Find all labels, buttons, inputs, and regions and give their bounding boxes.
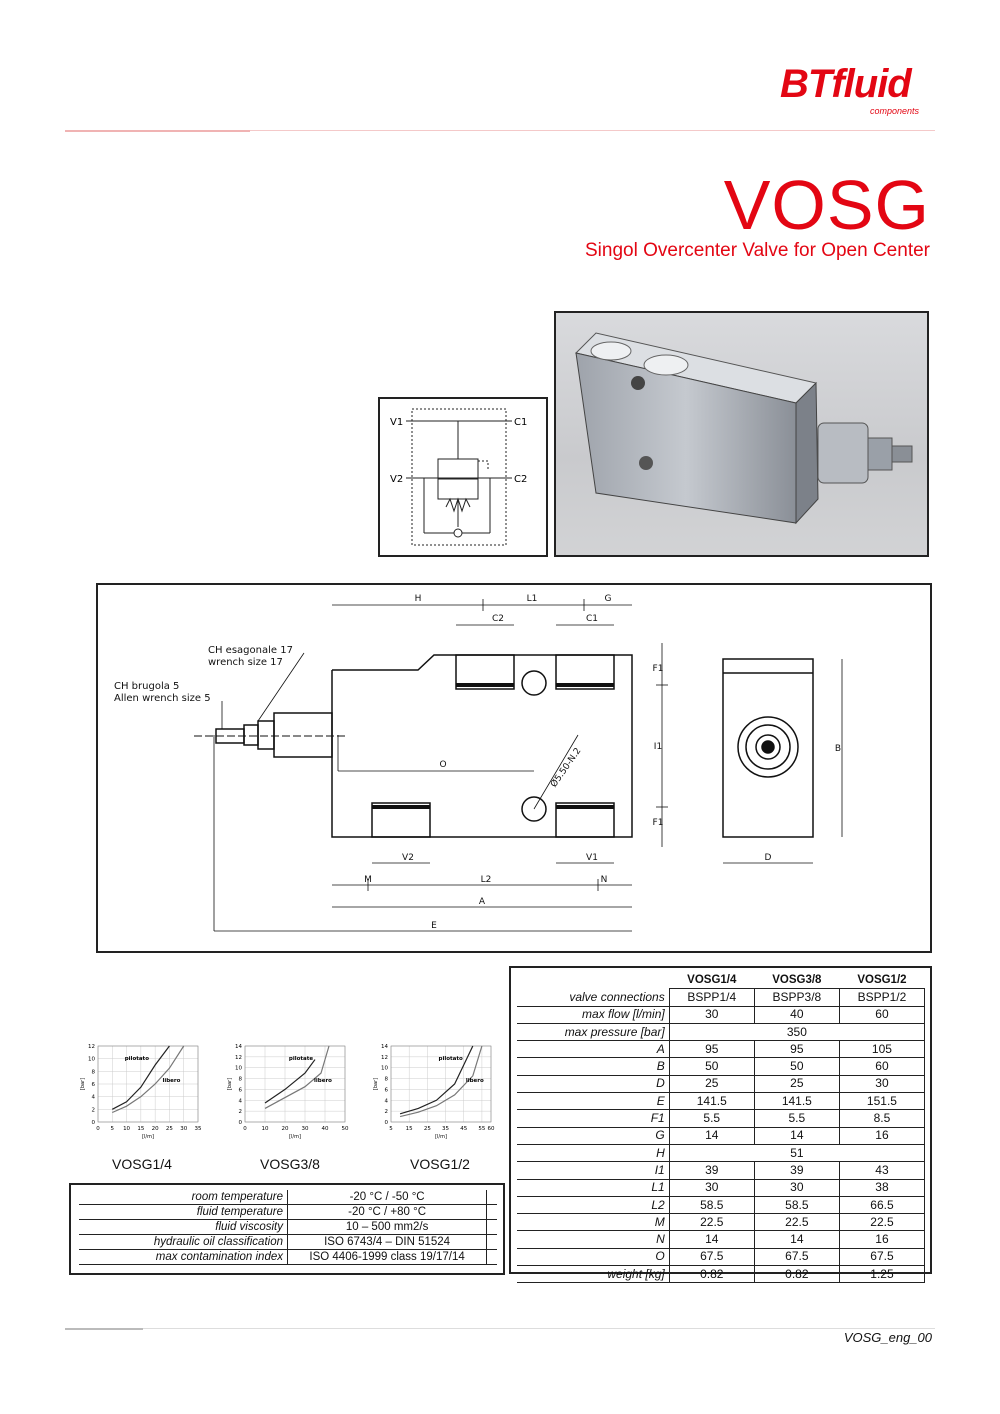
spec-label: G bbox=[517, 1127, 669, 1144]
spec-value: 141.5 bbox=[669, 1093, 754, 1110]
y-tick-label: 2 bbox=[238, 1109, 242, 1116]
spec-header: VOSG1/2 bbox=[857, 973, 907, 986]
spec-label: B bbox=[517, 1058, 669, 1075]
env-value: -20 °C / +80 °C bbox=[288, 1205, 487, 1220]
spec-value: 5.5 bbox=[669, 1110, 754, 1127]
spec-label: N bbox=[517, 1231, 669, 1248]
x-tick-label: 5 bbox=[110, 1126, 115, 1132]
note-allen-en: Allen wrench size 5 bbox=[114, 693, 211, 704]
dim-label-l1: L1 bbox=[526, 594, 538, 604]
header-divider-accent bbox=[65, 130, 250, 132]
series-label: libero bbox=[162, 1078, 181, 1084]
y-tick-label: 2 bbox=[384, 1109, 388, 1116]
x-tick-label: 5 bbox=[389, 1126, 393, 1132]
note-hex-en: wrench size 17 bbox=[208, 657, 283, 668]
env-grid bbox=[79, 1190, 497, 1265]
spec-value: 14 bbox=[669, 1231, 754, 1248]
footer-divider bbox=[65, 1328, 935, 1329]
spec-value: 50 bbox=[669, 1058, 754, 1075]
note-hex-it: CH esagonale 17 bbox=[208, 645, 293, 656]
x-tick-label: 50 bbox=[341, 1126, 349, 1132]
spec-value: 66.5 bbox=[839, 1196, 924, 1213]
y-tick-label: 12 bbox=[235, 1054, 242, 1061]
y-tick-label: 4 bbox=[384, 1098, 388, 1105]
table-row bbox=[517, 1058, 925, 1075]
dim-label-g: G bbox=[604, 594, 612, 604]
table-row bbox=[517, 1266, 925, 1283]
dimension-drawing bbox=[96, 583, 932, 953]
y-tick-label: 8 bbox=[384, 1076, 388, 1083]
spec-label: E bbox=[517, 1093, 669, 1110]
spec-value: 14 bbox=[754, 1127, 839, 1144]
env-label: fluid temperature bbox=[79, 1205, 288, 1220]
spec-value: 67.5 bbox=[754, 1248, 839, 1265]
table-row bbox=[79, 1190, 497, 1205]
spec-value: 39 bbox=[669, 1162, 754, 1179]
spec-value: 30 bbox=[669, 1006, 754, 1023]
schem-label-c1: C1 bbox=[514, 417, 528, 428]
x-tick-label: 15 bbox=[137, 1126, 145, 1132]
spec-value: 67.5 bbox=[839, 1248, 924, 1265]
spec-value: 0.82 bbox=[754, 1266, 839, 1283]
logo-subtext: components bbox=[870, 106, 920, 116]
dim-label-v2: V2 bbox=[402, 853, 414, 863]
table-row bbox=[517, 1023, 925, 1040]
table-row bbox=[79, 1250, 497, 1265]
y-tick-label: 14 bbox=[235, 1044, 242, 1050]
schem-label-c2: C2 bbox=[514, 474, 528, 485]
chart-caption-3: VOSG1/2 bbox=[410, 1156, 470, 1172]
x-tick-label: 10 bbox=[261, 1126, 269, 1132]
dim-label-n: N bbox=[600, 875, 608, 885]
dimension-lines bbox=[214, 599, 842, 931]
dim-label-m: M bbox=[364, 875, 372, 885]
table-row bbox=[517, 1179, 925, 1196]
x-axis-label: [l/m] bbox=[142, 1134, 154, 1140]
spec-label: max pressure [bar] bbox=[517, 1023, 669, 1040]
spec-value: 25 bbox=[754, 1075, 839, 1092]
table-row bbox=[79, 1220, 497, 1235]
y-tick-label: 10 bbox=[381, 1065, 388, 1072]
spec-value: 5.5 bbox=[754, 1110, 839, 1127]
y-tick-label: 12 bbox=[88, 1044, 95, 1050]
chart-caption-1: VOSG1/4 bbox=[112, 1156, 172, 1172]
y-tick-label: 4 bbox=[238, 1098, 242, 1105]
y-axis-label: [bar] bbox=[373, 1077, 379, 1091]
dim-label-d: D bbox=[764, 853, 772, 863]
pressure-flow-chart-3 bbox=[373, 1040, 513, 1144]
valve-end-view bbox=[723, 659, 813, 837]
dim-label-e: E bbox=[431, 921, 437, 931]
dim-label-c2: C2 bbox=[491, 614, 505, 624]
x-tick-label: 55 bbox=[478, 1126, 486, 1132]
env-label: room temperature bbox=[79, 1190, 288, 1205]
schem-label-v2: V2 bbox=[390, 474, 404, 485]
x-tick-label: 40 bbox=[321, 1126, 329, 1132]
pressure-flow-chart-2 bbox=[227, 1040, 367, 1144]
series-label: libero bbox=[314, 1078, 332, 1084]
spec-value: 350 bbox=[669, 1023, 924, 1040]
spec-value: 60 bbox=[839, 1058, 924, 1075]
x-tick-label: 20 bbox=[281, 1126, 289, 1132]
y-tick-label: 2 bbox=[91, 1107, 95, 1114]
spec-label: L1 bbox=[517, 1179, 669, 1196]
spec-value: 95 bbox=[669, 1041, 754, 1058]
dim-label-f1-bottom: F1 bbox=[652, 818, 664, 828]
schem-label-v1: V1 bbox=[390, 417, 404, 428]
spec-label: M bbox=[517, 1214, 669, 1231]
spec-header: VOSG3/8 bbox=[772, 973, 822, 986]
spec-label: D bbox=[517, 1075, 669, 1092]
table-row bbox=[79, 1205, 497, 1220]
brand-logo bbox=[780, 62, 940, 122]
spec-value: 22.5 bbox=[839, 1214, 924, 1231]
spec-value: 38 bbox=[839, 1179, 924, 1196]
dim-label-v1: V1 bbox=[586, 853, 598, 863]
hydraulic-schematic bbox=[378, 397, 548, 557]
table-row bbox=[79, 1235, 497, 1250]
spec-value: 95 bbox=[754, 1041, 839, 1058]
table-row bbox=[517, 989, 925, 1006]
spec-value: BSPP3/8 bbox=[754, 989, 839, 1006]
spec-value: 8.5 bbox=[839, 1110, 924, 1127]
operating-conditions-table bbox=[69, 1183, 505, 1275]
pressure-flow-chart-1 bbox=[80, 1040, 220, 1144]
spec-value: 14 bbox=[669, 1127, 754, 1144]
page-title: VOSG bbox=[723, 166, 930, 244]
x-axis-label: [l/m] bbox=[289, 1134, 301, 1140]
spec-value: 14 bbox=[754, 1231, 839, 1248]
env-label: fluid viscosity bbox=[79, 1220, 288, 1235]
spec-label: I1 bbox=[517, 1162, 669, 1179]
spec-value: 60 bbox=[839, 1006, 924, 1023]
x-tick-label: 30 bbox=[180, 1126, 188, 1132]
spec-value: 22.5 bbox=[669, 1214, 754, 1231]
dim-label-l2: L2 bbox=[480, 875, 492, 885]
spec-value: BSPP1/4 bbox=[669, 989, 754, 1006]
y-tick-label: 14 bbox=[381, 1044, 388, 1050]
dim-label-c1: C1 bbox=[585, 614, 599, 624]
spec-value: 39 bbox=[754, 1162, 839, 1179]
y-tick-label: 0 bbox=[91, 1120, 95, 1126]
spec-value: 30 bbox=[839, 1075, 924, 1092]
x-tick-label: 10 bbox=[123, 1126, 131, 1132]
y-tick-label: 0 bbox=[238, 1120, 242, 1126]
spec-label: max flow [l/min] bbox=[517, 1006, 669, 1023]
table-row bbox=[517, 1127, 925, 1144]
spec-label: F1 bbox=[517, 1110, 669, 1127]
dim-label-i1: I1 bbox=[653, 742, 663, 752]
env-label: max contamination index bbox=[79, 1250, 288, 1265]
valve-side-view bbox=[194, 655, 632, 837]
table-row bbox=[517, 1006, 925, 1023]
spec-value: 40 bbox=[754, 1006, 839, 1023]
x-tick-label: 20 bbox=[151, 1126, 159, 1132]
x-axis-label: [l/m] bbox=[435, 1134, 447, 1140]
spec-value: 16 bbox=[839, 1127, 924, 1144]
note-allen-it: CH brugola 5 bbox=[114, 681, 180, 692]
spec-value: 43 bbox=[839, 1162, 924, 1179]
table-row bbox=[517, 1248, 925, 1265]
spec-label: valve connections bbox=[517, 989, 669, 1006]
x-tick-label: 35 bbox=[442, 1126, 450, 1132]
spec-value: 58.5 bbox=[669, 1196, 754, 1213]
x-tick-label: 60 bbox=[487, 1126, 495, 1132]
footer-divider-accent bbox=[65, 1328, 143, 1330]
y-tick-label: 8 bbox=[238, 1076, 242, 1083]
table-row bbox=[517, 1214, 925, 1231]
page-subtitle: Singol Overcenter Valve for Open Center bbox=[585, 240, 930, 261]
series-label: pilotato bbox=[438, 1056, 463, 1062]
table-row bbox=[517, 1110, 925, 1127]
spec-header-empty bbox=[517, 972, 669, 989]
spec-value: BSPP1/2 bbox=[839, 989, 924, 1006]
spec-value: 50 bbox=[754, 1058, 839, 1075]
spec-value: 16 bbox=[839, 1231, 924, 1248]
dim-label-h: H bbox=[414, 594, 422, 604]
spec-label: L2 bbox=[517, 1196, 669, 1213]
table-row bbox=[517, 1144, 925, 1161]
logo-text: BTfluid bbox=[780, 62, 911, 106]
table-row bbox=[517, 1041, 925, 1058]
table-row bbox=[517, 1093, 925, 1110]
env-value: -20 °C / -50 °C bbox=[288, 1190, 487, 1205]
spec-value: 22.5 bbox=[754, 1214, 839, 1231]
spec-value: 1.25 bbox=[839, 1266, 924, 1283]
x-tick-label: 30 bbox=[301, 1126, 309, 1132]
x-tick-label: 45 bbox=[460, 1126, 468, 1132]
schem-lines bbox=[406, 421, 512, 537]
chart-caption-2: VOSG3/8 bbox=[260, 1156, 320, 1172]
x-tick-label: 0 bbox=[243, 1126, 247, 1132]
dim-label-a: A bbox=[478, 897, 486, 907]
spec-value: 151.5 bbox=[839, 1093, 924, 1110]
x-tick-label: 25 bbox=[165, 1126, 173, 1132]
spec-value: 105 bbox=[839, 1041, 924, 1058]
spec-label: A bbox=[517, 1041, 669, 1058]
y-tick-label: 10 bbox=[88, 1056, 95, 1063]
spec-value: 141.5 bbox=[754, 1093, 839, 1110]
spec-value: 67.5 bbox=[669, 1248, 754, 1265]
env-value: ISO 6743/4 – DIN 51524 bbox=[288, 1235, 487, 1250]
y-axis-label: [bar] bbox=[80, 1077, 86, 1091]
env-value: ISO 4406-1999 class 19/17/14 bbox=[288, 1250, 487, 1265]
y-axis-label: [bar] bbox=[227, 1077, 233, 1091]
dim-label-f1-top: F1 bbox=[652, 664, 664, 674]
table-row bbox=[517, 1196, 925, 1213]
y-tick-label: 4 bbox=[91, 1094, 95, 1101]
spec-value: 0.82 bbox=[669, 1266, 754, 1283]
product-photo bbox=[554, 311, 929, 557]
spec-value: 25 bbox=[669, 1075, 754, 1092]
x-tick-label: 15 bbox=[405, 1126, 413, 1132]
spec-label: weight [kg] bbox=[517, 1266, 669, 1283]
y-tick-label: 8 bbox=[91, 1069, 95, 1076]
dim-label-o: O bbox=[439, 760, 447, 770]
env-value: 10 – 500 mm2/s bbox=[288, 1220, 487, 1235]
x-tick-label: 25 bbox=[423, 1126, 431, 1132]
y-tick-label: 10 bbox=[235, 1065, 242, 1072]
series-line bbox=[265, 1060, 315, 1103]
env-label: hydraulic oil classification bbox=[79, 1235, 288, 1250]
spec-header: VOSG1/4 bbox=[687, 973, 737, 986]
x-tick-label: 35 bbox=[194, 1126, 202, 1132]
dim-label-hole: Ø5.50-N.2 bbox=[549, 746, 584, 790]
y-tick-label: 0 bbox=[384, 1120, 388, 1126]
series-label: libero bbox=[465, 1078, 484, 1084]
series-label: pilotato bbox=[124, 1056, 149, 1062]
dim-label-b: B bbox=[834, 744, 842, 754]
y-tick-label: 12 bbox=[381, 1054, 388, 1061]
specifications-table bbox=[509, 966, 932, 1281]
spec-label: H bbox=[517, 1144, 669, 1161]
y-tick-label: 6 bbox=[238, 1087, 242, 1094]
spec-label: O bbox=[517, 1248, 669, 1265]
spec-value: 30 bbox=[669, 1179, 754, 1196]
table-row bbox=[517, 1231, 925, 1248]
spec-value: 30 bbox=[754, 1179, 839, 1196]
y-tick-label: 6 bbox=[91, 1082, 95, 1088]
table-row bbox=[517, 1162, 925, 1179]
y-tick-label: 6 bbox=[384, 1087, 388, 1094]
document-code: VOSG_eng_00 bbox=[843, 1330, 932, 1345]
series-label: pilotate bbox=[288, 1056, 314, 1062]
table-row bbox=[517, 1075, 925, 1092]
x-tick-label: 0 bbox=[96, 1126, 100, 1132]
spec-grid bbox=[517, 972, 925, 1283]
spec-value: 51 bbox=[669, 1144, 924, 1161]
spec-value: 58.5 bbox=[754, 1196, 839, 1213]
